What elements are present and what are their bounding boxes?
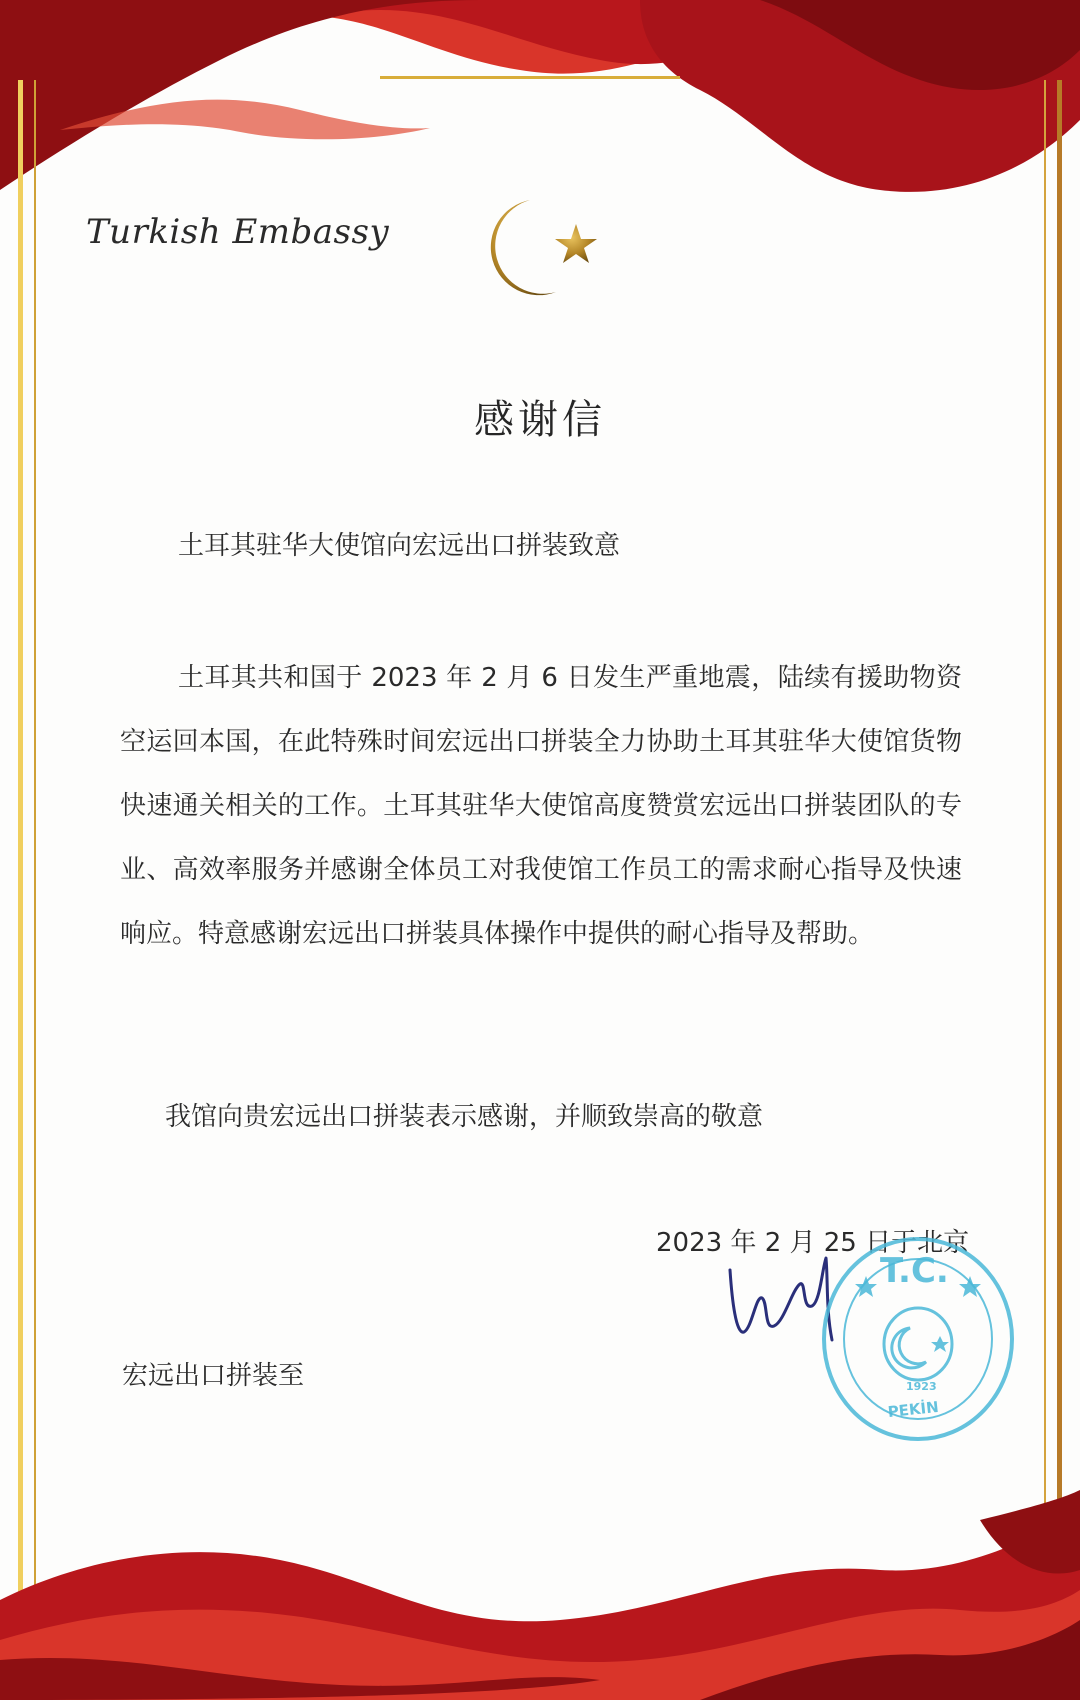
svg-text:T.C.: T.C.	[880, 1251, 949, 1291]
frame-line-left	[18, 80, 23, 1640]
frame-line-right-inner	[1044, 80, 1046, 1640]
embassy-name: Turkish Embassy	[86, 212, 390, 252]
letter-recipient: 宏远出口拼装至	[122, 1361, 305, 1391]
svg-text:PEKİN: PEKİN	[886, 1397, 940, 1422]
frame-line-right	[1057, 80, 1062, 1640]
frame-line-top	[380, 76, 680, 79]
top-wave-decoration	[0, 0, 1080, 220]
official-stamp	[818, 1232, 1018, 1446]
letter-date: 2023 年 2 月 25 日于北京	[656, 1228, 970, 1258]
letter-body: 土耳其共和国于 2023 年 2 月 6 日发生严重地震，陆续有援助物资空运回本国，在此特殊时间宏远出口拼装全力协助土耳其驻华大使馆货物快速通关相关的工作。土耳其驻华大使馆高度赞赏宏远出口拼装团队的专业、高效率服务并感谢全体员工对我使馆工作员工的需求耐心指导及快速响应。特意感谢宏远出口拼装具体操作中提供的耐心指导及帮助。	[120, 663, 962, 949]
bottom-wave-decoration	[0, 1480, 1080, 1700]
letter-closing: 我馆向贵宏远出口拼装表示感谢，并顺致崇高的敬意	[165, 1102, 764, 1132]
letter-title: 感谢信	[474, 397, 606, 443]
crescent-star-icon	[468, 196, 604, 300]
letter-subject: 土耳其驻华大使馆向宏远出口拼装致意	[178, 531, 621, 561]
frame-line-left-inner	[34, 80, 36, 1640]
svg-text:1923: 1923	[906, 1380, 937, 1393]
